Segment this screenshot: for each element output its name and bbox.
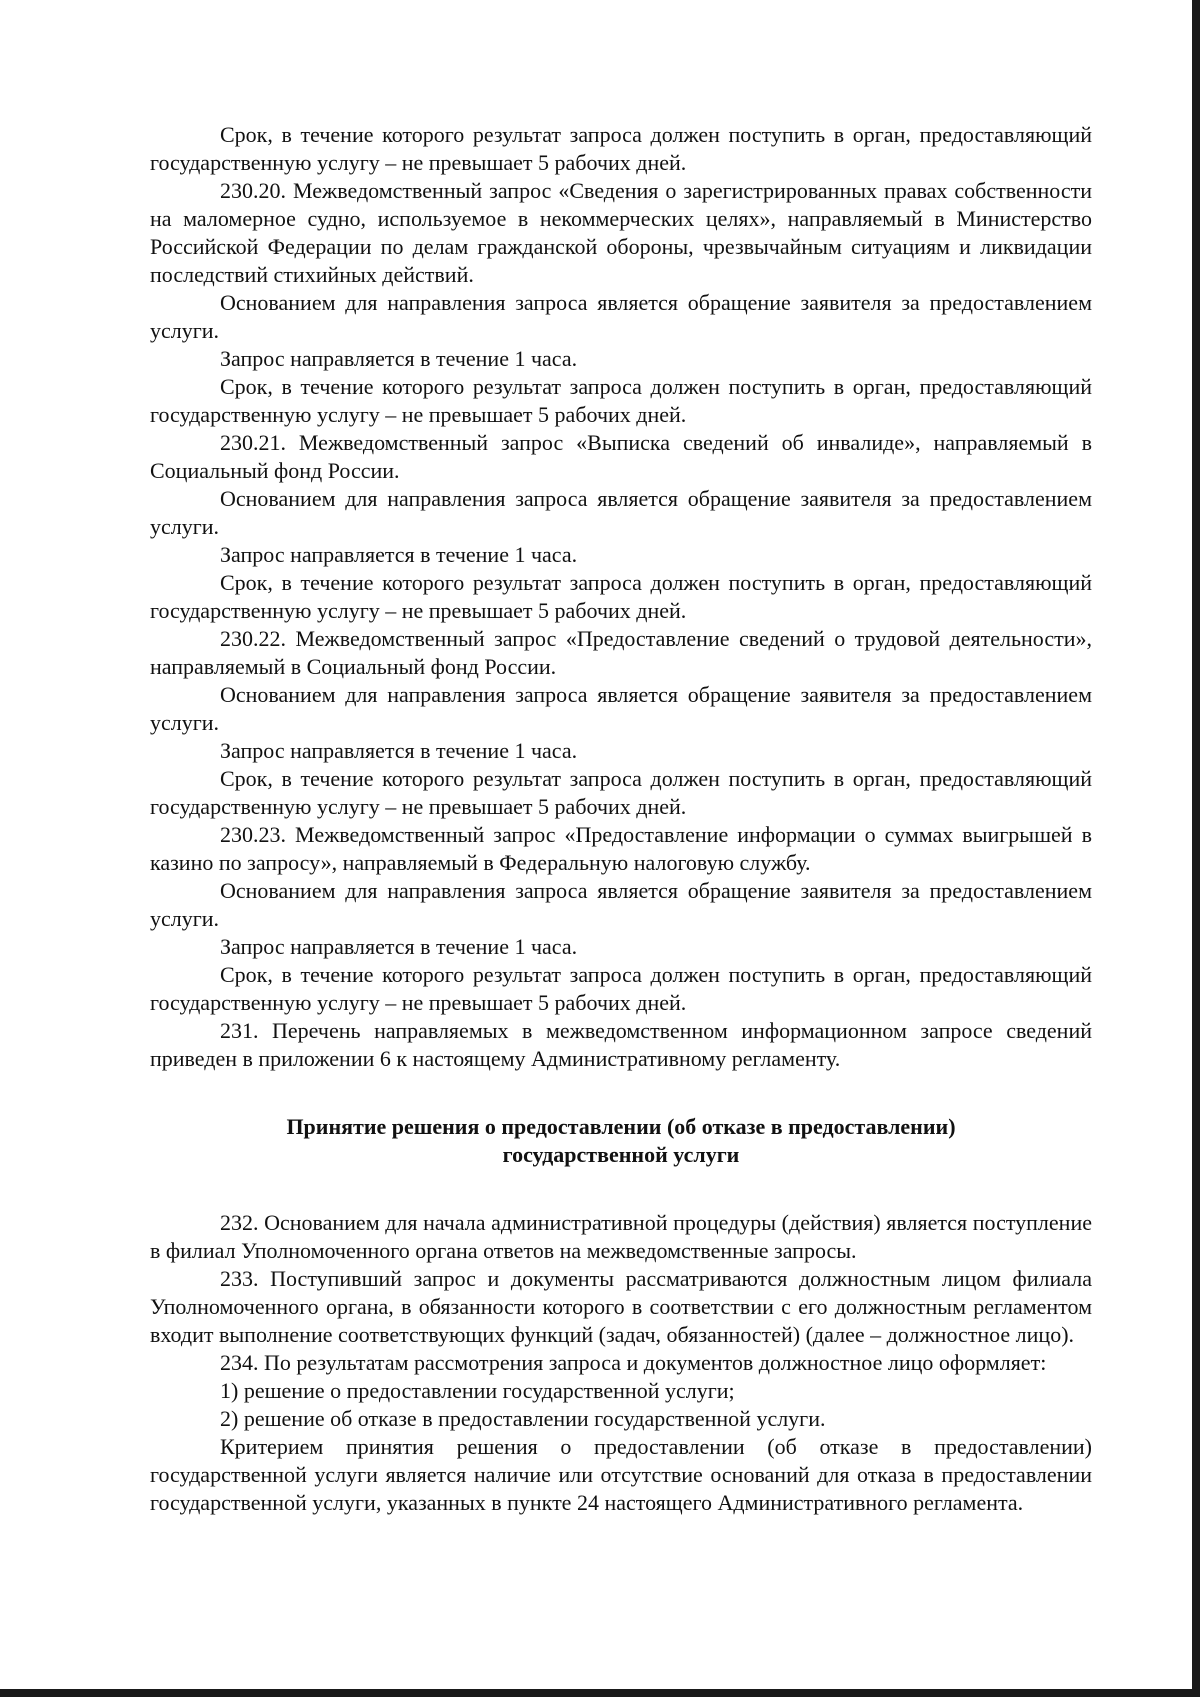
list-item: 2) решение об отказе в предоставлении государственной услуги.	[220, 1406, 826, 1431]
paragraph: Запрос направляется в течение 1 часа.	[220, 542, 578, 567]
paragraph: 234. По результатам рассмотрения запроса и документов должностное лицо оформляет:	[220, 1350, 1047, 1375]
paragraph: 233. Поступивший запрос и документы рассматриваются должностным лицом филиала Уполномоченного органа, в обязанности которого в соответствии с его должностным регламентом входит выполнение соответствующих функций (задач, обязанностей) (далее – должностное лицо).	[150, 1266, 1092, 1347]
paragraph: 230.21. Межведомственный запрос «Выписка сведений об инвалиде», направляемый в Социальный фонд России.	[150, 430, 1092, 483]
paragraph: Критерием принятия решения о предоставлении (об отказе в предоставлении) государственной услуги является наличие или отсутствие оснований для отказа в предоставлении государственной услуги, указанных в пункте 24 настоящего Административного регламента.	[150, 1434, 1092, 1515]
paragraph: Основанием для направления запроса является обращение заявителя за предоставлением услуги.	[150, 878, 1092, 931]
paragraph: Основанием для направления запроса является обращение заявителя за предоставлением услуги.	[150, 486, 1092, 539]
document-body	[150, 121, 1092, 1517]
paragraph: Запрос направляется в течение 1 часа.	[220, 738, 578, 763]
paragraph: Основанием для направления запроса является обращение заявителя за предоставлением услуги.	[150, 682, 1092, 735]
paragraph: Срок, в течение которого результат запроса должен поступить в орган, предоставляющий государственную услугу – не превышает 5 рабочих дней.	[150, 962, 1092, 1015]
paragraph: Срок, в течение которого результат запроса должен поступить в орган, предоставляющий государственную услугу – не превышает 5 рабочих дней.	[150, 122, 1092, 175]
paragraph: Срок, в течение которого результат запроса должен поступить в орган, предоставляющий государственную услугу – не превышает 5 рабочих дней.	[150, 374, 1092, 427]
paragraph: Срок, в течение которого результат запроса должен поступить в орган, предоставляющий государственную услугу – не превышает 5 рабочих дней.	[150, 570, 1092, 623]
list-item: 1) решение о предоставлении государственной услуги;	[220, 1378, 735, 1403]
paragraph: 230.20. Межведомственный запрос «Сведения о зарегистрированных правах собственности на маломерное судно, используемое в некоммерческих целях», направляемый в Министерство Российской Федерации по делам гражданской обороны, чрезвычайным ситуациям и ликвидации последствий стихийных действий.	[150, 178, 1092, 287]
scan-border-right	[1192, 0, 1200, 1697]
paragraph: 232. Основанием для начала административной процедуры (действия) является поступление в филиал Уполномоченного органа ответов на межведомственные запросы.	[150, 1210, 1092, 1263]
paragraph: 230.22. Межведомственный запрос «Предоставление сведений о трудовой деятельности», направляемый в Социальный фонд России.	[150, 626, 1092, 679]
paragraph: Запрос направляется в течение 1 часа.	[220, 346, 578, 371]
paragraph: Запрос направляется в течение 1 часа.	[220, 934, 578, 959]
scan-border-bottom	[0, 1689, 1200, 1697]
section-heading-line-1: Принятие решения о предоставлении (об отказе в предоставлении)	[286, 1114, 956, 1139]
paragraph: Срок, в течение которого результат запроса должен поступить в орган, предоставляющий государственную услугу – не превышает 5 рабочих дней.	[150, 766, 1092, 819]
section-heading-line-2: государственной услуги	[502, 1142, 740, 1167]
section-heading	[150, 1113, 1092, 1169]
paragraph: Основанием для направления запроса является обращение заявителя за предоставлением услуги.	[150, 290, 1092, 343]
paragraph: 231. Перечень направляемых в межведомственном информационном запросе сведений приведен в приложении 6 к настоящему Административному регламенту.	[150, 1018, 1092, 1071]
paragraph: 230.23. Межведомственный запрос «Предоставление информации о суммах выигрышей в казино по запросу», направляемый в Федеральную налоговую службу.	[150, 822, 1092, 875]
